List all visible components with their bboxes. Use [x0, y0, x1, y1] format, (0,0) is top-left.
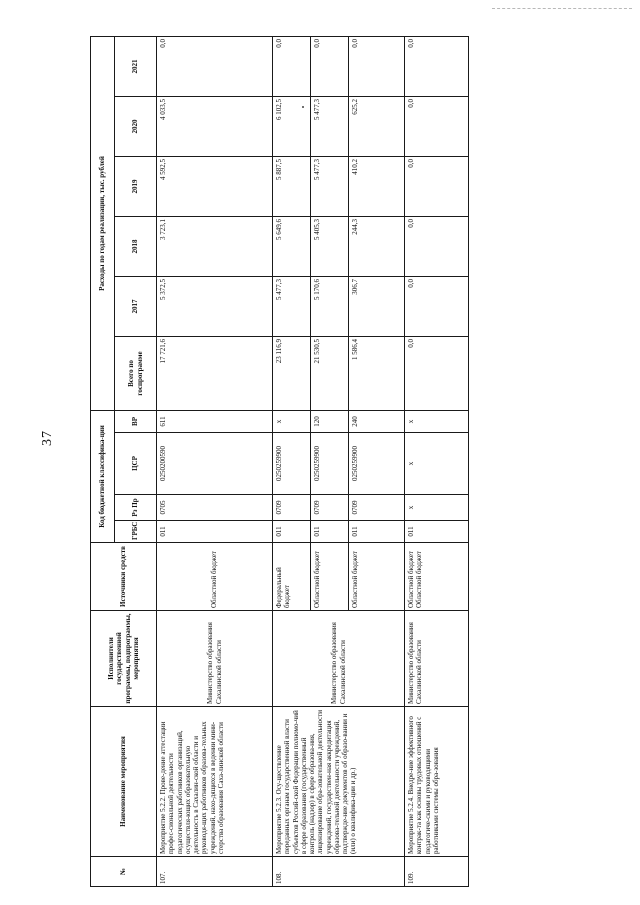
header-year-2021: 2021 — [115, 36, 157, 96]
csr-cell: 0250259900 — [311, 433, 349, 495]
value-2021: 0,0 — [405, 36, 469, 96]
source-cell: Федеральный бюджет — [273, 543, 311, 611]
budget-table — [90, 36, 469, 887]
row-number: 109. — [405, 857, 469, 887]
total-cell: 0,0 — [405, 336, 469, 410]
value-2021: 0,0 — [157, 36, 273, 96]
rotated-table-container — [90, 37, 530, 887]
value-2020: 5 477,3 — [311, 96, 349, 156]
value-2018: 0,0 — [405, 216, 469, 276]
rzpr-cell: 0709 — [273, 495, 311, 521]
rzpr-cell: 0709 — [311, 495, 349, 521]
header-year-2018: 2018 — [115, 216, 157, 276]
total-cell: 17 721,6 — [157, 336, 273, 410]
header-expenses: Расходы по годам реализации, тыс. рублей — [91, 36, 115, 410]
value-2019: 5 887,5 — [273, 156, 311, 216]
measure-name: Мероприятие 5.2.3. Осу-ществление переданных органам государственной власти субъектов Россий-ской Федерации полномо-чий в сфере образования (государственный контроль (надзор) в сфере образова-ния, лицензирование обра-зовательной деятельности учреждений, государствен-ная аккредитация образова-тельной деятельности учреждений, подтвержде-ние документов об образо-вании и (или) о квалифика-ции и др.) — [273, 707, 405, 857]
header-row-1 — [91, 36, 115, 886]
source-cell: Областной бюджет — [349, 543, 405, 611]
value-2021: 0,0 — [273, 36, 311, 96]
row-number: 108. — [273, 857, 405, 887]
vr-cell: 240 — [349, 410, 405, 432]
grbs-cell: 011 — [273, 521, 311, 543]
rzpr-cell: 0709 — [349, 495, 405, 521]
header-executor: Исполнители государственной программы, подпрограммы, мероприятия — [91, 611, 157, 707]
executor-cell: Министерство образования Сахалинской области — [273, 611, 405, 707]
value-2020: 0,0 — [405, 96, 469, 156]
grbs-cell: 011 — [349, 521, 405, 543]
grbs-cell: 011 — [405, 521, 469, 543]
header-grbs: ГРБС — [115, 521, 157, 543]
value-2018: 5 405,3 — [311, 216, 349, 276]
table-row — [405, 36, 469, 886]
total-cell: 21 530,5 — [311, 336, 349, 410]
value-2020: 4 033,5 — [157, 96, 273, 156]
header-source: Источники средств — [91, 543, 157, 611]
csr-cell: х — [405, 433, 469, 495]
rzpr-cell: х — [405, 495, 469, 521]
value-2017: 306,7 — [349, 276, 405, 336]
value-2018: 3 723,1 — [157, 216, 273, 276]
csr-cell: 0250200590 — [157, 433, 273, 495]
vr-cell: 611 — [157, 410, 273, 432]
header-budget-code: Код бюджетной классифика-ции — [91, 410, 115, 542]
value-2021: 0,0 — [311, 36, 349, 96]
source-cell: Областной бюджет Областной бюджет — [405, 543, 469, 611]
value-2017: 0,0 — [405, 276, 469, 336]
vr-cell: х — [405, 410, 469, 432]
header-total: Всего по госпрограмме — [115, 336, 157, 410]
executor-cell: Министерство образования Сахалинской области — [405, 611, 469, 707]
top-margin-rule — [492, 8, 632, 9]
value-2018: 5 649,6 — [273, 216, 311, 276]
value-2017: 5 477,3 — [273, 276, 311, 336]
total-cell: 23 116,9 — [273, 336, 311, 410]
grbs-cell: 011 — [157, 521, 273, 543]
header-year-2017: 2017 — [115, 276, 157, 336]
value-2017: 5 170,6 — [311, 276, 349, 336]
csr-cell: 0250259900 — [273, 433, 311, 495]
header-vr: ВР — [115, 410, 157, 432]
value-2019: 0,0 — [405, 156, 469, 216]
total-cell: 1 586,4 — [349, 336, 405, 410]
rzpr-cell: 0705 — [157, 495, 273, 521]
value-2019: 5 477,3 — [311, 156, 349, 216]
csr-cell: 0250259900 — [349, 433, 405, 495]
value-2021: 0,0 — [349, 36, 405, 96]
header-year-2019: 2019 — [115, 156, 157, 216]
vr-cell: 120 — [311, 410, 349, 432]
grbs-cell: 011 — [311, 521, 349, 543]
row-number: 107. — [157, 857, 273, 887]
measure-name: Мероприятие 5.2.4. Внедре-ние эффективного контрак-та как основы трудовых отношений с педагогиче-скими и руководящими работниками системы обра-зования — [405, 707, 469, 857]
value-2020: 6 102,5 — [273, 96, 311, 156]
header-rzpr: Рз Пр — [115, 495, 157, 521]
value-2017: 5 372,5 — [157, 276, 273, 336]
value-2019: 410,2 — [349, 156, 405, 216]
source-cell: Областной бюджет — [157, 543, 273, 611]
header-name: Наименование мероприятия — [91, 707, 157, 857]
header-year-2020: 2020 — [115, 96, 157, 156]
table-row — [157, 36, 273, 886]
header-no: № — [91, 857, 157, 887]
source-cell: Областной бюджет — [311, 543, 349, 611]
value-2020: 625,2 — [349, 96, 405, 156]
measure-name: Мероприятие 5.2.2. Прове-дение аттестации профес-сиональной деятельности педагогических работников организаций, осуществля-ющих образовательную деятельность в Сахалин-ской области и руководя-щих работников образова-тельных учреждений, нахо-дящихся в ведении мини-стерства образования Саха-линской области — [157, 707, 273, 857]
page-number: 37 — [40, 430, 55, 446]
table-row — [273, 36, 311, 886]
executor-cell: Министерство образования Сахалинской области — [157, 611, 273, 707]
header-csr: ЦСР — [115, 433, 157, 495]
vr-cell: х — [273, 410, 311, 432]
value-2019: 4 592,5 — [157, 156, 273, 216]
value-2018: 244,3 — [349, 216, 405, 276]
